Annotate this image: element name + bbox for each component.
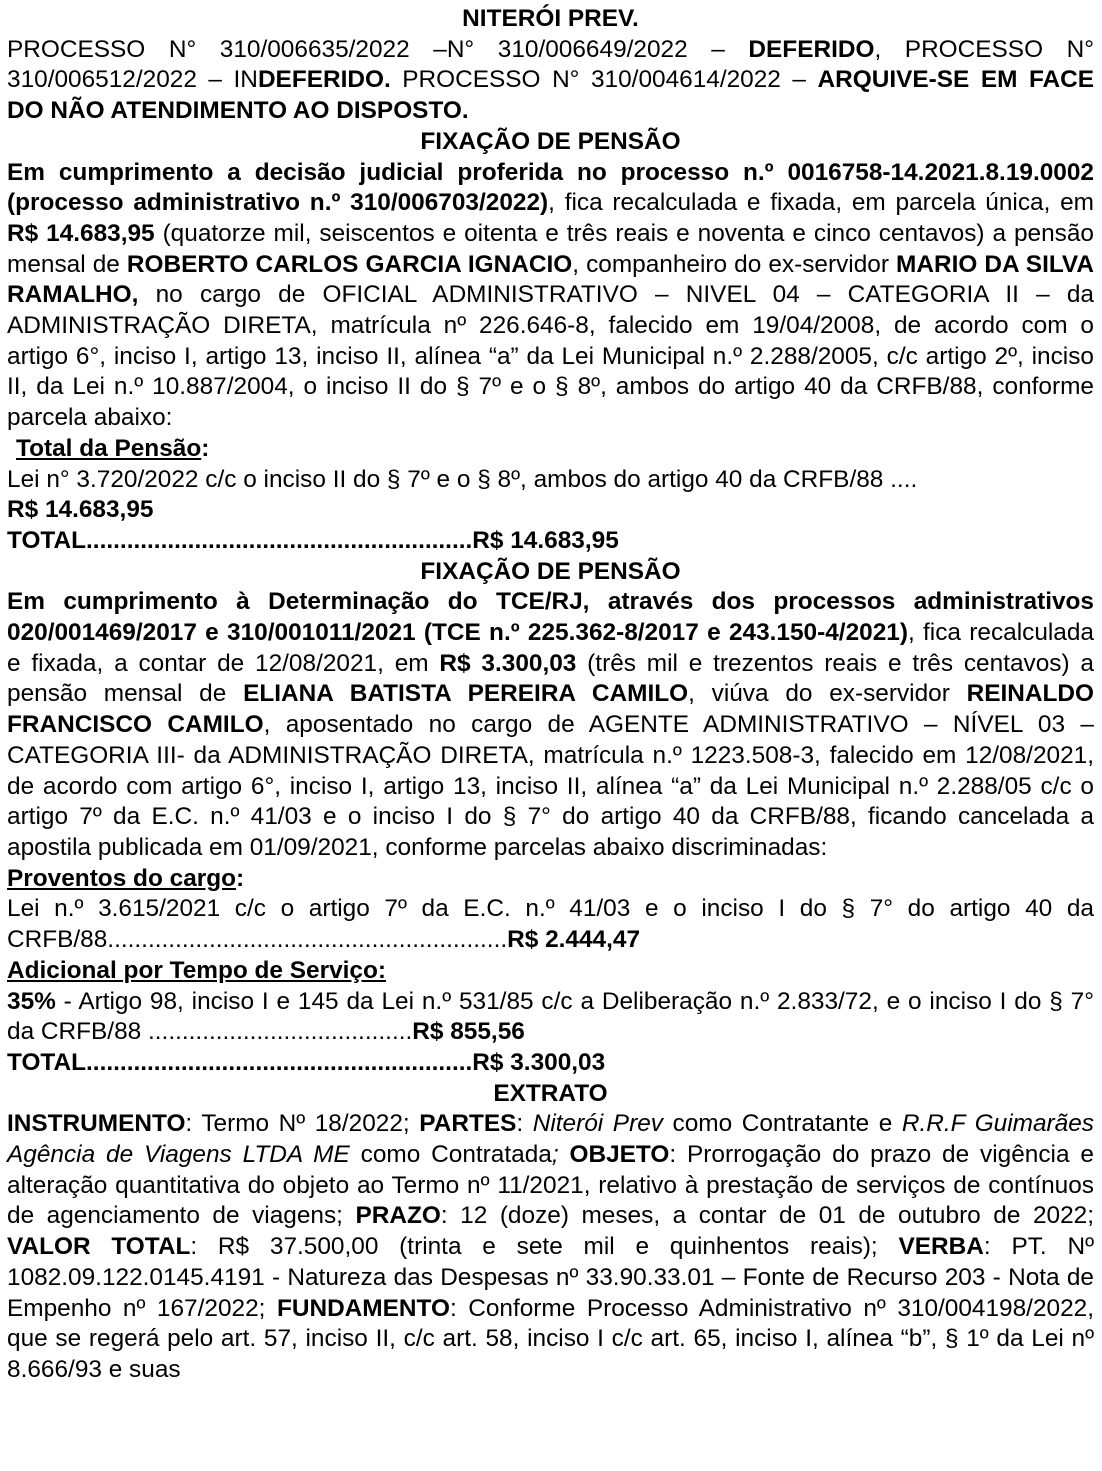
- fixacao2-beneficiary: ELIANA BATISTA PEREIRA CAMILO: [243, 680, 689, 708]
- proventos-label: Proventos do cargo: [7, 864, 237, 892]
- deferido-label: DEFERIDO: [748, 35, 875, 63]
- objeto-value: : Prorrogação do prazo de vigência e alteração quantitativa do objeto ao Termo nº 11/2021, relativo à prestação de serviços de contínuos de agenciamento de viagens;: [7, 1141, 1094, 1230]
- fixacao2-text-3: , viúva do ex-servidor: [688, 680, 967, 708]
- instrumento-value: : Termo Nº 18/2022;: [185, 1110, 420, 1138]
- indeferido-label: DEFERIDO.: [257, 66, 391, 94]
- partes-semicolon: ;: [551, 1141, 559, 1169]
- fixacao1-amount: R$ 14.683,95: [7, 219, 155, 247]
- fixacao1-ex-servidor: MARIO DA SILVA RAMALHO,: [7, 250, 1095, 309]
- prazo-value: : 12 (doze) meses, a contar de 01 de outubro de 2022;: [440, 1202, 1094, 1230]
- proventos-heading: [7, 864, 1094, 895]
- fixacao1-text-1: , fica recalculada e fixada, em parcela única, em: [548, 189, 1094, 217]
- fixacao2-text-2: (três mil e trezentos reais e três centavos) a pensão mensal de: [7, 649, 1094, 708]
- fixacao-heading-2: FIXAÇÃO DE PENSÃO: [420, 557, 681, 585]
- fixacao-paragraph-1: [7, 158, 1094, 434]
- fixacao1-lei-value: R$ 14.683,95: [7, 496, 154, 524]
- adicional-paragraph: [7, 987, 1094, 1048]
- processos-paragraph: [7, 35, 1094, 127]
- adicional-value: R$ 855,56: [412, 1018, 525, 1046]
- partes-text-3: como Contratada: [349, 1141, 552, 1169]
- partes-text-1: :: [516, 1110, 533, 1138]
- processos-text-3: PROCESSO N° 310/004614/2022 –: [390, 66, 818, 94]
- proventos-value: R$ 2.444,47: [507, 926, 641, 954]
- partes-contratada: R.R.F Guimarães Agência de Viagens LTDA ME: [7, 1110, 1094, 1169]
- fixacao2-bold-1: Em cumprimento à Determinação do TCE/RJ, através dos processos administrativos 020/001469/2017 e 310/001011/2021 (TCE n.º 225.362-8/2017 e 243.150-4/2021): [7, 588, 1094, 647]
- fundamento-label: FUNDAMENTO: [276, 1294, 450, 1322]
- fixacao2-amount: R$ 3.300,03: [439, 649, 577, 677]
- proventos-text: Lei n.º 3.615/2021 c/c o artigo 7º da E.C. n.º 41/03 e o inciso I do § 7° do artigo 40 da CRFB/88...........................................................: [7, 895, 1094, 954]
- page-title: NITERÓI PREV.: [462, 5, 639, 32]
- proventos-paragraph: [7, 894, 1094, 955]
- fixacao1-total-line: TOTAL.........................................................R$ 14.683,95: [7, 526, 619, 554]
- fixacao1-text-4: no cargo de OFICIAL ADMINISTRATIVO – NIVEL 04 – CATEGORIA II – da ADMINISTRAÇÃO DIRETA, matrícula nº 226.646-8, falecido em 19/04/2008, de acordo com o artigo 6°, inciso I, artigo 13, inciso II, alínea “a” da Lei Municipal n.º 2.288/2005, c/c artigo 2º, inciso II, da Lei n.º 10.887/2004, o inciso II do § 7º e o § 8º, ambos do artigo 40 da CRFB/88, conforme parcela abaixo:: [7, 281, 1094, 432]
- valor-total-label: VALOR TOTAL: [7, 1233, 191, 1261]
- extrato-paragraph: [7, 1109, 1094, 1385]
- fixacao2-total-line: TOTAL.........................................................R$ 3.300,03: [7, 1048, 606, 1076]
- instrumento-label: INSTRUMENTO: [7, 1110, 186, 1138]
- processos-text-2: , PROCESSO N° 310/006512/2022 – IN: [7, 35, 1094, 94]
- fixacao1-bold-1: Em cumprimento a decisão judicial proferida no processo n.º 0016758-14.2021.8.19.0002 (processo administrativo n.º 310/006703/2022): [7, 158, 1094, 217]
- fixacao1-beneficiary: ROBERTO CARLOS GARCIA IGNACIO: [126, 250, 573, 278]
- fundamento-value: : Conforme Processo Administrativo nº 310/004198/2022, que se regerá pelo art. 57, inciso II, c/c art. 58, inciso I c/c art. 65, inciso I, alínea “b”, § 1º da Lei nº 8.666/93 e suas: [7, 1294, 1094, 1383]
- processos-text-1: PROCESSO N° 310/006635/2022 –N° 310/006649/2022 –: [7, 35, 749, 63]
- arquive-label: ARQUIVE-SE EM FACE DO NÃO ATENDIMENTO AO DISPOSTO.: [7, 66, 1095, 125]
- fixacao1-text-3: , companheiro do ex-servidor: [572, 250, 897, 278]
- total-pensao-heading: [7, 434, 1094, 465]
- fixacao2-ex-servidor: REINALDO FRANCISCO CAMILO: [7, 680, 1094, 739]
- partes-text-2: como Contratante e: [662, 1110, 902, 1138]
- total-pensao-colon: :: [201, 434, 210, 462]
- verba-value: : PT. Nº 1082.09.122.0145.4191 - Natureza das Despesas nº 33.90.33.01 – Fonte de Recurso 203 - Nota de Empenho nº 167/2022;: [7, 1233, 1094, 1322]
- fixacao2-text-4: , aposentado no cargo de AGENTE ADMINISTRATIVO – NÍVEL 03 – CATEGORIA III- da ADMINISTRAÇÃO DIRETA, matrícula n.º 1223.508-3, falecido em 12/08/2021, de acordo com artigo 6°, inciso I, artigo 13, inciso II, alínea “a” da Lei Municipal n.º 2.288/05 c/c o artigo 7º da E.C. n.º 41/03 e o inciso I do § 7° do artigo 40 da CRFB/88, ficando cancelada a apostila publicada em 01/09/2021, conforme parcelas abaixo discriminadas:: [7, 711, 1094, 861]
- prazo-label: PRAZO: [355, 1202, 441, 1230]
- proventos-colon: :: [236, 864, 245, 892]
- fixacao1-text-2: (quatorze mil, seiscentos e oitenta e três reais e noventa e cinco centavos) a pensão mensal de: [7, 219, 1094, 278]
- fixacao2-text-1: , fica recalculada e fixada, a contar de 12/08/2021, em: [7, 619, 1094, 677]
- valor-total-value: : R$ 37.500,00 (trinta e sete mil e quinhentos reais);: [190, 1233, 899, 1261]
- adicional-text: - Artigo 98, inciso I e 145 da Lei n.º 531/85 c/c a Deliberação n.º 2.833/72, e o inciso I do § 7° da CRFB/88 .......................................: [7, 987, 1094, 1046]
- partes-contratante: Niterói Prev: [532, 1110, 663, 1138]
- verba-label: VERBA: [898, 1233, 984, 1261]
- extrato-heading: EXTRATO: [493, 1079, 608, 1107]
- adicional-percent: 35%: [7, 987, 56, 1015]
- total-pensao-label: Total da Pensão: [16, 434, 202, 462]
- fixacao1-lei-line: Lei n° 3.720/2022 c/c o inciso II do § 7º e o § 8º, ambos do artigo 40 da CRFB/88 ....: [7, 465, 918, 493]
- fixacao-heading-1: FIXAÇÃO DE PENSÃO: [420, 127, 681, 155]
- objeto-label: OBJETO: [558, 1141, 670, 1169]
- adicional-heading: Adicional por Tempo de Serviço:: [7, 956, 387, 984]
- fixacao-paragraph-2: [7, 587, 1094, 863]
- partes-label: PARTES: [419, 1110, 517, 1138]
